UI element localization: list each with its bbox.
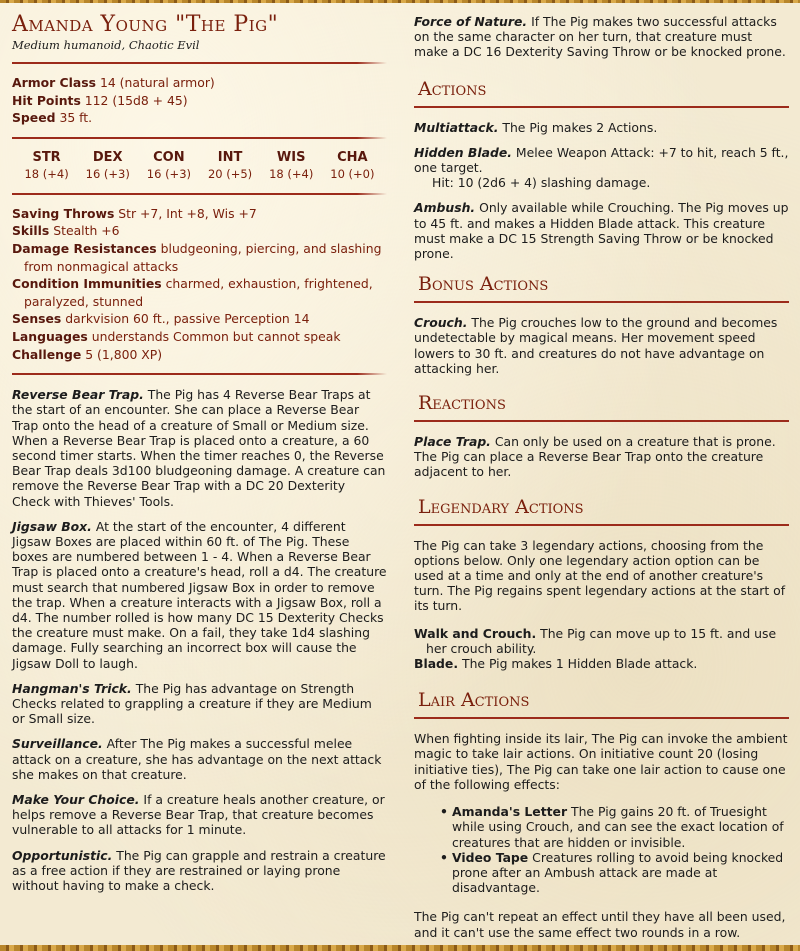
monster-type: Medium humanoid, Chaotic Evil <box>12 38 200 52</box>
bullet-icon: • <box>440 849 448 865</box>
action-text: The Pig crouches low to the ground and becomes undetectable by magical means. Her movement speed lowers to 30 ft. and creatures do not have advantage on attacking her. <box>414 315 778 376</box>
reaction-place-trap <box>414 434 789 480</box>
ability-wis <box>261 149 321 183</box>
ability-score: 18 (+4) <box>269 166 314 181</box>
property-value: understands Common but cannot speak <box>91 328 341 344</box>
trait-text: The Pig can grapple and restrain a creature as a free action if they are restrained or laying prone without having to make a check. <box>12 847 386 894</box>
ability-score: 10 (+0) <box>330 166 375 181</box>
list-item <box>440 804 789 850</box>
bonus-actions-block <box>414 315 789 376</box>
speed-value: 35 ft. <box>59 110 93 126</box>
property-value: 5 (1,800 XP) <box>85 346 163 362</box>
armor-class-value: 14 (natural armor) <box>99 75 215 90</box>
bullet-icon: • <box>440 804 448 820</box>
languages-line <box>12 328 387 346</box>
ability-abbr: CON <box>153 149 185 165</box>
divider-rule <box>12 193 387 195</box>
property-label: Damage Resistances <box>12 240 157 256</box>
ability-int <box>200 149 260 183</box>
action-hit: Hit: 10 (2d6 + 4) slashing damage. <box>432 175 651 191</box>
ability-abbr: INT <box>217 149 243 165</box>
lair-effect-text: Creatures rolling to avoid being knocked prone after an Ambush attack are made at disadvantage. <box>452 849 784 896</box>
lair-effect-name: Amanda's Letter <box>452 804 568 820</box>
action-name: Place Trap. <box>414 434 491 450</box>
action-name: Ambush. <box>414 200 476 216</box>
legendary-actions-heading: Legendary Actions <box>418 495 584 518</box>
trait-name: Make Your Choice. <box>12 792 140 807</box>
trait-name: Opportunistic. <box>12 847 113 863</box>
senses-line <box>12 310 387 328</box>
trait-reverse-bear-trap <box>12 387 387 509</box>
monster-name: Amanda Young "The Pig" <box>12 12 279 37</box>
hit-points-line <box>12 92 387 110</box>
top-border <box>0 0 800 3</box>
trait-name: Jigsaw Box. <box>12 518 92 534</box>
lair-actions-heading: Lair Actions <box>418 689 530 712</box>
ability-scores <box>12 149 387 183</box>
section-rule <box>414 420 789 422</box>
ability-abbr: DEX <box>92 149 123 165</box>
saving-throws-line <box>12 205 387 223</box>
section-rule <box>414 524 789 526</box>
action-multiattack <box>414 120 789 135</box>
armor-class-label: Armor Class <box>12 75 96 90</box>
lair-effect-name: Video Tape <box>452 849 529 865</box>
ability-abbr: CHA <box>337 149 368 165</box>
ability-abbr: STR <box>32 149 61 165</box>
lair-intro: When fighting inside its lair, The Pig can invoke the ambient magic to take lair actions. On initiative count 20 (losing initiative ties), The Pig can take one lair action to cause one of the following effects: <box>414 731 788 792</box>
trait-make-your-choice <box>12 792 387 838</box>
property-label: Challenge <box>12 346 82 362</box>
ability-score: 18 (+4) <box>24 166 69 181</box>
legendary-blade <box>414 656 789 671</box>
trait-name: Force of Nature. <box>414 14 528 29</box>
list-item <box>440 850 789 896</box>
properties-block <box>12 205 387 363</box>
action-name: Walk and Crouch. <box>414 625 537 641</box>
trait-opportunistic <box>12 848 387 894</box>
action-text: The Pig makes 1 Hidden Blade attack. <box>462 656 698 672</box>
skills-line <box>12 222 387 240</box>
lair-outro: The Pig can't repeat an effect until they have all been used, and it can't use the same effect two rounds in a row. <box>414 909 786 940</box>
ability-score: 16 (+3) <box>146 166 191 181</box>
property-label: Saving Throws <box>12 205 115 221</box>
damage-resistances-line <box>12 240 387 275</box>
property-value: darkvision 60 ft., passive Perception 14 <box>65 311 310 327</box>
armor-class-line <box>12 74 387 92</box>
trait-surveillance <box>12 736 387 782</box>
challenge-line <box>12 346 387 364</box>
divider-rule <box>12 137 387 139</box>
defense-block <box>12 74 387 127</box>
legendary-intro: The Pig can take 3 legendary actions, choosing from the options below. Only one legendary action option can be used at a time and only at the end of another creature's turn. The Pig regains spent legendary actions at the start of its turn. <box>414 537 786 614</box>
ability-con <box>139 149 199 183</box>
hit-points-value: 112 (15d8 + 45) <box>84 92 188 108</box>
action-name: Multiattack. <box>414 119 499 135</box>
actions-block <box>414 120 789 262</box>
action-text: The Pig can move up to 15 ft. and use her crouch ability. <box>426 625 777 656</box>
actions-heading: Actions <box>418 77 487 100</box>
ability-abbr: WIS <box>276 149 306 165</box>
reactions-heading: Reactions <box>418 392 506 415</box>
property-label: Senses <box>12 311 62 327</box>
bottom-border <box>0 945 800 951</box>
speed-line <box>12 109 387 127</box>
ability-str <box>17 149 77 183</box>
divider-rule <box>12 62 387 64</box>
action-text: The Pig makes 2 Actions. <box>502 119 658 135</box>
traits-block <box>12 387 387 893</box>
ability-score: 20 (+5) <box>207 166 253 181</box>
property-label: Skills <box>12 223 50 239</box>
property-value: Str +7, Int +8, Wis +7 <box>118 205 257 221</box>
action-hidden-blade <box>414 145 789 191</box>
bonus-action-crouch <box>414 315 789 376</box>
trait-hangmans-trick <box>12 681 387 727</box>
legendary-walk-and-crouch <box>414 626 789 656</box>
trait-name: Surveillance. <box>12 736 103 752</box>
action-text: Only available while Crouching. The Pig moves up to 45 ft. and makes a Hidden Blade attack. This creature must make a DC 15 Strength Saving Throw or be knocked prone. <box>414 200 789 262</box>
trait-name: Hangman's Trick. <box>12 680 132 696</box>
action-name: Hidden Blade. <box>414 144 512 160</box>
property-value: Stealth +6 <box>53 223 120 239</box>
condition-immunities-line <box>12 275 387 310</box>
legendary-actions-block <box>414 538 789 672</box>
section-rule <box>414 106 789 108</box>
trait-text: The Pig has advantage on Strength Checks related to grappling a creature if they are Medium or Small size. <box>12 680 372 727</box>
trait-name: Reverse Bear Trap. <box>12 387 144 403</box>
action-ambush <box>414 200 789 261</box>
action-text: Melee Weapon Attack: +7 to hit, reach 5 ft., one target. <box>414 144 789 176</box>
speed-label: Speed <box>12 110 56 126</box>
bonus-actions-heading: Bonus Actions <box>418 273 549 296</box>
hit-points-label: Hit Points <box>12 92 81 108</box>
ability-cha <box>322 149 382 183</box>
trait-jigsaw-box <box>12 519 387 671</box>
property-value: bludgeoning, piercing, and slashing from nonmagical attacks <box>24 240 382 274</box>
action-text: Can only be used on a creature that is prone. The Pig can place a Reverse Bear Trap onto the creature adjacent to her. <box>414 434 776 480</box>
right-column <box>414 14 789 951</box>
trait-text: After The Pig makes a successful melee attack on a creature, she has advantage on the next attack she makes on that creature. <box>12 736 382 782</box>
lair-actions-block <box>414 731 789 939</box>
trait-text: At the start of the encounter, 4 different Jigsaw Boxes are placed within 60 ft. of The Pig. These boxes are numbered between 1 - 4. When a Reverse Bear Trap is placed onto a creature's head, roll a d4. The creature must search that numbered Jigsaw Box in order to remove the trap. When a creature interacts with a Jigsaw Box, roll a d4. The number rolled is how many DC 15 Dexterity Checks the creature must make. On a fail, they take 1d4 slashing damage. Fully searching an incorrect box will cause the Jigsaw Doll to laugh. <box>12 518 387 671</box>
trait-text: If a creature heals another creature, or helps remove a Reverse Bear Trap, that creature becomes vulnerable to all attacks for 1 minute. <box>12 792 385 838</box>
property-label: Languages <box>12 328 88 344</box>
section-rule <box>414 717 789 719</box>
divider-rule <box>12 373 387 375</box>
property-value: charmed, exhaustion, frightened, paralyzed, stunned <box>24 276 373 309</box>
action-name: Blade. <box>414 656 459 672</box>
trait-text: If The Pig makes two successful attacks on the same character on her turn, that creature must make a DC 16 Dexterity Saving Throw or be knocked prone. <box>414 14 786 60</box>
reactions-block <box>414 434 789 480</box>
ability-dex <box>78 149 138 183</box>
lair-effect-text: The Pig gains 20 ft. of Truesight while using Crouch, and can see the exact location of creatures that are hidden or invisible. <box>452 804 784 850</box>
property-label: Condition Immunities <box>12 276 162 292</box>
section-rule <box>414 301 789 303</box>
ability-score: 16 (+3) <box>85 166 130 181</box>
trait-force-of-nature <box>414 14 789 60</box>
trait-text: The Pig has 4 Reverse Bear Traps at the start of an encounter. She can place a Reverse Bear Trap onto the head of a creature of Small or Medium size. When a Reverse Bear Trap is placed onto a creature, a 60 second timer starts. When the timer reaches 0, the Reverse Bear Trap deals 3d100 bludgeoning damage. A creature can remove the Reverse Bear Trap with a DC 20 Dexterity Check with Thieves' Tools. <box>12 387 386 509</box>
left-column <box>12 12 387 903</box>
lair-bullet-list <box>440 804 789 895</box>
action-name: Crouch. <box>414 315 468 331</box>
